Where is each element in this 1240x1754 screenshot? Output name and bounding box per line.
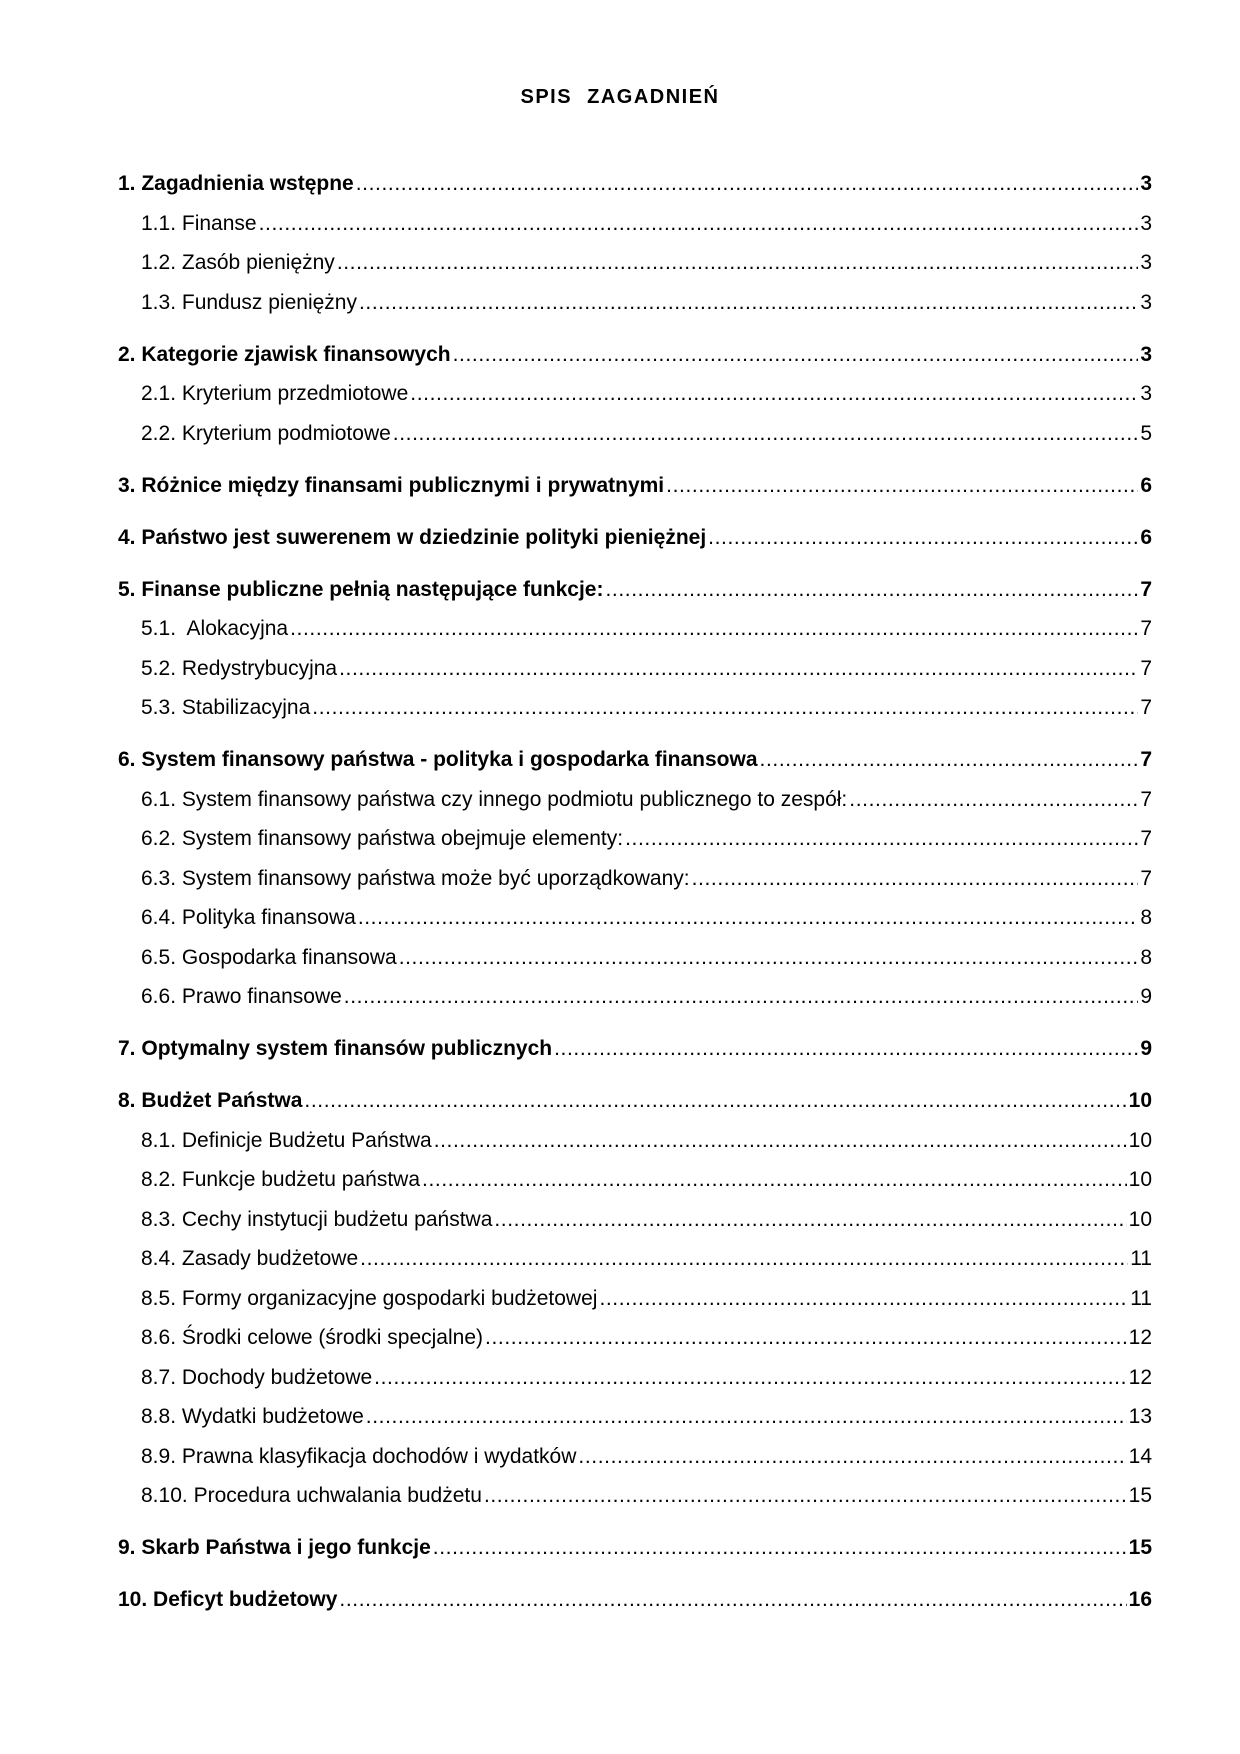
toc-entry-title: Wydatki budżetowe xyxy=(181,1405,364,1428)
toc-entry-label xyxy=(141,983,342,1011)
toc-subsection-entry[interactable] xyxy=(118,210,1152,250)
toc-entry-number: 6.3. xyxy=(141,866,177,890)
toc-subsection-entry[interactable] xyxy=(118,1127,1152,1167)
toc-page-number: 7 xyxy=(1140,748,1152,771)
toc-entry-title: Funkcje budżetu państwa xyxy=(181,1168,421,1191)
toc-entry-number: 10. xyxy=(118,1588,148,1611)
toc-entry-number: 6.2. xyxy=(141,827,177,850)
toc-entry-title: Procedura uchwalania budżetu xyxy=(193,1484,482,1507)
toc-subsection-entry[interactable] xyxy=(118,1166,1152,1206)
toc-subsection-entry[interactable] xyxy=(118,1324,1152,1364)
toc-entry-title: Budżet Państwa xyxy=(141,1089,303,1112)
toc-entry-number: 6.1. xyxy=(141,787,177,811)
toc-dot-leader xyxy=(692,865,1139,893)
toc-page-number: 11 xyxy=(1130,1286,1152,1310)
toc-entry-title: Finanse publiczne pełnią następujące funkcje: xyxy=(141,577,604,601)
toc-entry-title: System finansowy państwa czy innego podmiotu publicznego to zespół: xyxy=(181,787,848,811)
toc-page-number: 14 xyxy=(1128,1444,1152,1468)
toc-page-number: 8 xyxy=(1140,906,1152,929)
toc-dot-leader xyxy=(393,420,1139,448)
toc-page-number: 3 xyxy=(1140,172,1152,195)
toc-entry-label xyxy=(118,472,664,500)
toc-dot-leader xyxy=(360,1245,1128,1273)
toc-dot-leader xyxy=(399,944,1139,972)
toc-page-number: 10 xyxy=(1128,1089,1152,1112)
toc-subsection-entry[interactable] xyxy=(118,865,1152,905)
toc-entry-label xyxy=(141,655,337,683)
toc-entry-title: Cechy instytucji budżetu państwa xyxy=(181,1207,493,1231)
toc-entry-number: 8.8. xyxy=(141,1405,177,1428)
toc-page-number: 7 xyxy=(1140,787,1152,811)
toc-dot-leader xyxy=(339,1586,1126,1614)
toc-subsection-entry[interactable] xyxy=(118,944,1152,984)
toc-entry-label xyxy=(141,1482,482,1510)
toc-entry-title: Dochody budżetowe xyxy=(181,1365,373,1389)
toc-page-number: 7 xyxy=(1140,656,1152,680)
toc-entry-title: Alokacyjna xyxy=(181,617,289,640)
toc-dot-leader xyxy=(337,249,1139,277)
toc-page-number: 7 xyxy=(1140,696,1152,719)
toc-entry-title: Państwo jest suwerenem w dziedzinie polityki pieniężnej xyxy=(141,525,707,549)
toc-section-entry[interactable] xyxy=(118,472,1152,512)
toc-entry-label xyxy=(141,904,356,932)
toc-entry-number: 8.4. xyxy=(141,1247,177,1270)
toc-dot-leader xyxy=(708,524,1138,552)
toc-entry-label xyxy=(141,420,391,448)
toc-dot-leader xyxy=(374,1364,1126,1392)
toc-entry-number: 2. xyxy=(118,342,136,366)
toc-entry-number: 2.1. xyxy=(141,382,177,405)
toc-page-number: 10 xyxy=(1128,1128,1152,1152)
toc-dot-leader xyxy=(359,289,1138,317)
toc-page-number: 8 xyxy=(1140,945,1152,969)
toc-subsection-entry[interactable] xyxy=(118,1364,1152,1404)
toc-entry-number: 6. xyxy=(118,748,136,771)
toc-page-number: 7 xyxy=(1140,866,1152,890)
toc-subsection-entry[interactable] xyxy=(118,615,1152,655)
toc-dot-leader xyxy=(625,825,1138,853)
toc-entry-label xyxy=(141,1206,492,1234)
toc-entry-title: Stabilizacyjna xyxy=(181,696,311,719)
page-title: SPIS ZAGADNIEŃ xyxy=(520,86,720,108)
toc-subsection-entry[interactable] xyxy=(118,1245,1152,1285)
toc-entry-number: 6.6. xyxy=(141,985,177,1008)
toc-page-number: 12 xyxy=(1128,1326,1152,1349)
toc-entry-number: 3. xyxy=(118,473,136,497)
toc-entry-label xyxy=(141,210,257,238)
toc-subsection-entry[interactable] xyxy=(118,1285,1152,1325)
toc-section-entry[interactable] xyxy=(118,1534,1152,1574)
toc-subsection-entry[interactable] xyxy=(118,380,1152,420)
toc-entry-number: 8.6. xyxy=(141,1326,177,1349)
toc-subsection-entry[interactable] xyxy=(118,904,1152,944)
toc-subsection-entry[interactable] xyxy=(118,249,1152,289)
toc-entry-title: Gospodarka finansowa xyxy=(181,945,397,969)
toc-entry-label xyxy=(141,865,690,893)
toc-section-entry[interactable] xyxy=(118,1586,1152,1626)
toc-dot-leader xyxy=(494,1206,1126,1234)
toc-entry-title: Zasób pieniężny xyxy=(181,251,335,274)
toc-entry-title: Skarb Państwa i jego funkcje xyxy=(141,1536,431,1559)
toc-entry-number: 1.2. xyxy=(141,251,177,274)
toc-dot-leader xyxy=(605,576,1138,604)
toc-entry-label xyxy=(141,825,623,853)
toc-entry-label xyxy=(118,576,603,604)
toc-page-number: 3 xyxy=(1140,290,1152,314)
toc-subsection-entry[interactable] xyxy=(118,825,1152,865)
toc-dot-leader xyxy=(422,1166,1127,1194)
toc-entry-label xyxy=(141,1245,358,1273)
toc-entry-number: 6.5. xyxy=(141,945,177,969)
toc-entry-label xyxy=(118,1586,337,1614)
toc-entry-label xyxy=(118,1534,431,1562)
toc-entry-number: 4. xyxy=(118,525,136,549)
toc-subsection-entry[interactable] xyxy=(118,786,1152,826)
toc-page-number: 15 xyxy=(1128,1484,1152,1507)
toc-section-entry[interactable] xyxy=(118,524,1152,564)
toc-entry-label xyxy=(118,1087,302,1115)
toc-entry-number: 8.10. xyxy=(141,1484,188,1507)
toc-page-number: 6 xyxy=(1140,525,1152,549)
toc-page-number: 10 xyxy=(1128,1207,1152,1231)
toc-entry-title: Kryterium podmiotowe xyxy=(181,421,391,445)
toc-entry-label xyxy=(141,380,408,408)
toc-page-number: 13 xyxy=(1128,1405,1152,1428)
toc-dot-leader xyxy=(554,1035,1138,1063)
toc-page-number: 7 xyxy=(1140,577,1152,601)
toc-entry-title: Prawo finansowe xyxy=(181,985,342,1008)
toc-entry-number: 8.7. xyxy=(141,1365,177,1389)
toc-page-number: 16 xyxy=(1128,1588,1152,1611)
toc-page-number: 6 xyxy=(1140,473,1152,497)
toc-subsection-entry[interactable] xyxy=(118,1403,1152,1443)
toc-entry-label xyxy=(141,1285,597,1313)
toc-page-number: 11 xyxy=(1130,1247,1152,1270)
toc-section-entry[interactable] xyxy=(118,1087,1152,1127)
toc-subsection-entry[interactable] xyxy=(118,420,1152,460)
toc-entry-label xyxy=(141,615,288,643)
toc-entry-number: 1.1. xyxy=(141,211,177,235)
toc-entry-title: Kategorie zjawisk finansowych xyxy=(141,342,451,366)
toc-page-number: 3 xyxy=(1140,342,1152,366)
toc-entry-label xyxy=(141,249,335,277)
toc-page-number: 3 xyxy=(1140,211,1152,235)
toc-page-number: 7 xyxy=(1140,827,1152,850)
toc-entry-label xyxy=(141,1324,483,1352)
toc-dot-leader xyxy=(312,694,1138,722)
toc-entry-label xyxy=(141,786,847,814)
toc-dot-leader xyxy=(434,1127,1127,1155)
toc-subsection-entry[interactable] xyxy=(118,1443,1152,1483)
toc-page-number: 9 xyxy=(1140,985,1152,1008)
toc-entry-title: Polityka finansowa xyxy=(181,906,356,929)
toc-entry-number: 9. xyxy=(118,1536,136,1559)
toc-entry-number: 5.3. xyxy=(141,696,177,719)
toc-entry-label xyxy=(141,1403,364,1431)
toc-entry-title: Redystrybucyjna xyxy=(181,656,338,680)
toc-section-entry[interactable] xyxy=(118,576,1152,616)
toc-entry-label xyxy=(141,1443,576,1471)
toc-entry-label xyxy=(118,1035,552,1063)
toc-subsection-entry[interactable] xyxy=(118,655,1152,695)
toc-entry-number: 8.2. xyxy=(141,1168,177,1191)
toc-dot-leader xyxy=(666,472,1138,500)
toc-entry-title: Finanse xyxy=(181,211,257,235)
toc-entry-label xyxy=(141,1166,420,1194)
toc-subsection-entry[interactable] xyxy=(118,694,1152,734)
toc-dot-leader xyxy=(433,1534,1127,1562)
toc-dot-leader xyxy=(485,1324,1127,1352)
toc-dot-leader xyxy=(339,655,1138,683)
toc-section-entry[interactable] xyxy=(118,1035,1152,1075)
toc-entry-number: 8.3. xyxy=(141,1207,177,1231)
toc-section-entry[interactable] xyxy=(118,170,1152,210)
toc-dot-leader xyxy=(366,1403,1127,1431)
toc-entry-title: Prawna klasyfikacja dochodów i wydatków xyxy=(181,1444,577,1468)
toc-entry-number: 5.1. xyxy=(141,617,177,640)
toc-page-number: 9 xyxy=(1140,1037,1152,1060)
toc-entry-number: 8.5. xyxy=(141,1286,177,1310)
toc-entry-title: Zasady budżetowe xyxy=(181,1247,359,1270)
toc-dot-leader xyxy=(578,1443,1126,1471)
toc-entry-number: 8.9. xyxy=(141,1444,177,1468)
toc-entry-number: 6.4. xyxy=(141,906,177,929)
toc-entry-label xyxy=(118,746,758,774)
toc-page-number: 15 xyxy=(1128,1536,1152,1559)
toc-dot-leader xyxy=(358,904,1139,932)
toc-page-number: 5 xyxy=(1140,421,1152,445)
toc-dot-leader xyxy=(259,210,1139,238)
toc-dot-leader xyxy=(344,983,1139,1011)
toc-page-number: 12 xyxy=(1128,1365,1152,1389)
toc-dot-leader xyxy=(599,1285,1128,1313)
toc-entry-title: System finansowy państwa może być uporządkowany: xyxy=(181,866,690,890)
toc-dot-leader xyxy=(484,1482,1127,1510)
toc-entry-number: 8. xyxy=(118,1089,136,1112)
toc-entry-title: Fundusz pieniężny xyxy=(181,290,357,314)
toc-entry-title: Zagadnienia wstępne xyxy=(141,172,354,195)
toc-subsection-entry[interactable] xyxy=(118,983,1152,1023)
toc-page-number: 3 xyxy=(1140,251,1152,274)
toc-entry-label xyxy=(118,170,354,198)
toc-dot-leader xyxy=(410,380,1138,408)
toc-entry-label xyxy=(118,524,706,552)
toc-section-entry[interactable] xyxy=(118,341,1152,381)
toc-entry-number: 1.3. xyxy=(141,290,177,314)
toc-entry-number: 5. xyxy=(118,577,136,601)
table-of-contents xyxy=(118,170,1152,1626)
toc-dot-leader xyxy=(760,746,1139,774)
toc-entry-title: Różnice między finansami publicznymi i prywatnymi xyxy=(141,473,665,497)
toc-entry-number: 5.2. xyxy=(141,656,177,680)
toc-entry-number: 2.2. xyxy=(141,421,177,445)
toc-entry-label xyxy=(141,694,310,722)
toc-entry-label xyxy=(141,289,357,317)
toc-page-number: 3 xyxy=(1140,382,1152,405)
toc-dot-leader xyxy=(356,170,1139,198)
toc-entry-label xyxy=(118,341,451,369)
toc-dot-leader xyxy=(849,786,1138,814)
toc-entry-title: System finansowy państwa obejmuje elementy: xyxy=(181,827,624,850)
toc-dot-leader xyxy=(290,615,1138,643)
toc-entry-title: Definicje Budżetu Państwa xyxy=(181,1128,432,1152)
toc-entry-title: Środki celowe (środki specjalne) xyxy=(181,1326,484,1349)
toc-entry-label xyxy=(141,1364,372,1392)
toc-entry-title: Formy organizacyjne gospodarki budżetowej xyxy=(181,1286,598,1310)
toc-dot-leader xyxy=(453,341,1139,369)
toc-entry-number: 1. xyxy=(118,172,136,195)
toc-subsection-entry[interactable] xyxy=(118,289,1152,329)
toc-page-number: 7 xyxy=(1140,617,1152,640)
toc-subsection-entry[interactable] xyxy=(118,1206,1152,1246)
toc-page-number: 10 xyxy=(1128,1168,1152,1191)
toc-subsection-entry[interactable] xyxy=(118,1482,1152,1522)
toc-entry-number: 7. xyxy=(118,1037,136,1060)
toc-entry-title: Deficyt budżetowy xyxy=(153,1588,338,1611)
toc-entry-title: Kryterium przedmiotowe xyxy=(181,382,409,405)
toc-entry-title: Optymalny system finansów publicznych xyxy=(141,1037,553,1060)
toc-entry-label xyxy=(141,1127,432,1155)
toc-section-entry[interactable] xyxy=(118,746,1152,786)
toc-entry-number: 8.1. xyxy=(141,1128,177,1152)
toc-entry-label xyxy=(141,944,397,972)
toc-entry-title: System finansowy państwa - polityka i gospodarka finansowa xyxy=(141,748,758,771)
toc-dot-leader xyxy=(304,1087,1126,1115)
